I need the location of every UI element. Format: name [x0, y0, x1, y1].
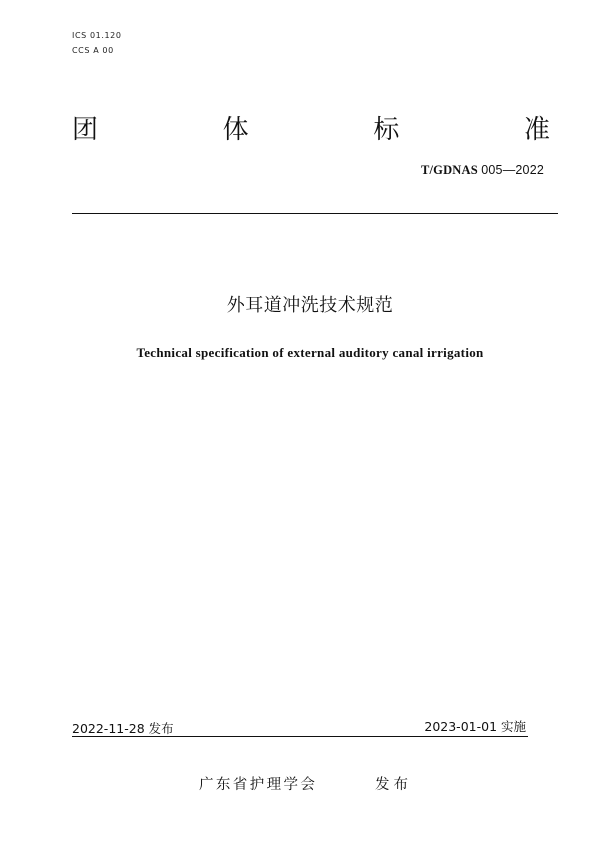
document-title-english: Technical specification of external auditory canal irrigation [136, 345, 484, 360]
issue-date: 2022-11-28 发布 [72, 721, 174, 736]
standard-type-heading [72, 112, 550, 148]
publisher-name: 广东省护理学会 [199, 777, 318, 793]
publish-label: 发布 [375, 777, 412, 793]
standard-type-char: 团 [72, 115, 99, 145]
standard-code-number: 005—2022 [481, 163, 544, 177]
standard-type-char: 体 [222, 115, 249, 145]
standard-type-char: 准 [523, 115, 550, 145]
ics-code: ICS 01.120 [72, 31, 122, 40]
implementation-date: 2023-01-01 实施 [424, 719, 526, 734]
top-divider [72, 213, 558, 214]
standard-code [421, 163, 544, 178]
ccs-code: CCS A 00 [72, 46, 114, 55]
standard-code-prefix: T/GDNAS [420, 163, 482, 177]
bottom-divider [72, 736, 528, 737]
document-title-chinese: 外耳道冲洗技术规范 [226, 295, 394, 316]
standard-type-char: 标 [373, 115, 400, 145]
